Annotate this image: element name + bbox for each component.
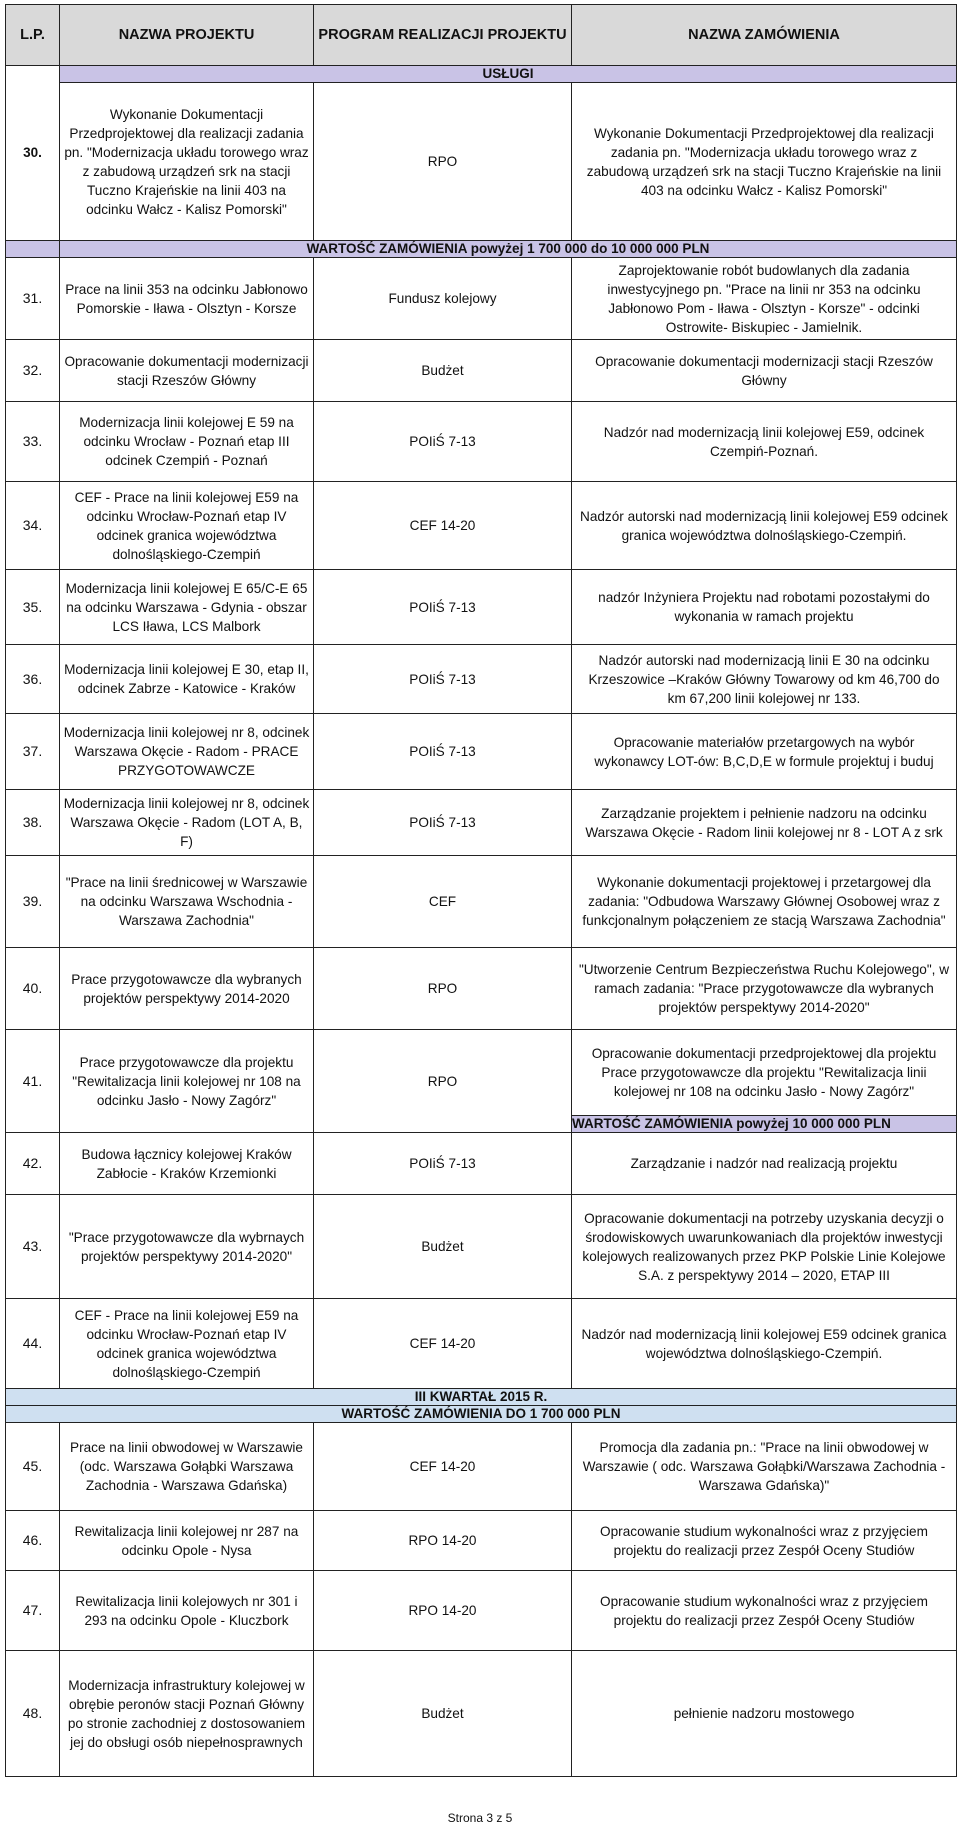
row-program: CEF: [314, 856, 572, 948]
row-lp: 43.: [6, 1195, 60, 1299]
row-program: Budżet: [314, 340, 572, 402]
row-program: POIiŚ 7-13: [314, 402, 572, 482]
table-row: [6, 258, 957, 340]
orders-table: [5, 4, 957, 1777]
row-order: Opracowanie studium wykonalności wraz z przyjęciem projektu do realizacji przez Zespół Oceny Studiów: [572, 1571, 957, 1651]
row-program: POIiŚ 7-13: [314, 790, 572, 856]
row-program: CEF 14-20: [314, 482, 572, 570]
row-program: POIiŚ 7-13: [314, 645, 572, 714]
row-order: Opracowanie dokumentacji przedprojektowej dla projektu Prace przygotowawcze dla projektu "Rewitalizacja linii kolejowej nr 108 na odcinku Jasło - Nowy Zagórz": [572, 1030, 957, 1116]
table-row: [6, 570, 957, 645]
row-project: Wykonanie Dokumentacji Przedprojektowej dla realizacji zadania pn. "Modernizacja układu torowego wraz z zabudową urządzeń srk na stacji Tuczno Krajeńskie na linii 403 na odcinku Wałcz - Kalisz Pomorski": [60, 83, 314, 241]
row-project: Prace na linii obwodowej w Warszawie (odc. Warszawa Gołąbki Warszawa Zachodnia - Warszawa Gdańska): [60, 1423, 314, 1511]
row-order: Zaprojektowanie robót budowlanych dla zadania inwestycyjnego pn. "Prace na linii nr 353 na odcinku Jabłonowo Pom - Iława - Olsztyn - Korsze" - odcinki Ostrowite- Biskupiec - Jamielnik.: [572, 258, 957, 340]
row-lp: 39.: [6, 856, 60, 948]
page-footer: Strona 3 z 5: [447, 1811, 513, 1825]
row-order: Wykonanie Dokumentacji Przedprojektowej dla realizacji zadania pn. "Modernizacja układu torowego wraz z zabudową urządzeń srk na stacji Tuczno Krajeńskie na linii 403 na odcinku Wałcz - Kalisz Pomorski": [572, 83, 957, 241]
row-lp: 41.: [6, 1030, 60, 1133]
row-project: "Prace przygotowawcze dla wybrnaych projektów perspektywy 2014-2020": [60, 1195, 314, 1299]
row-project: Budowa łącznicy kolejowej Kraków Zabłocie - Kraków Krzemionki: [60, 1133, 314, 1195]
row-project: Modernizacja linii kolejowej E 59 na odcinku Wrocław - Poznań etap III odcinek Czempiń - Poznań: [60, 402, 314, 482]
table-row: [6, 714, 957, 790]
section-banner-value-mid: [6, 241, 957, 258]
row-order: Nadzór nad modernizacją linii kolejowej E59, odcinek Czempiń-Poznań.: [572, 402, 957, 482]
table-row: [6, 645, 957, 714]
row-program: RPO 14-20: [314, 1571, 572, 1651]
row-project: Prace przygotowawcze dla wybranych projektów perspektywy 2014-2020: [60, 948, 314, 1030]
row-project: "Prace na linii średnicowej w Warszawie na odcinku Warszawa Wschodnia - Warszawa Zachodnia": [60, 856, 314, 948]
header-lp: L.P.: [6, 5, 60, 66]
table-row: [6, 1133, 957, 1195]
row-lp: 32.: [6, 340, 60, 402]
row-order: Promocja dla zadania pn.: "Prace na linii obwodowej w Warszawie ( odc. Warszawa Gołąbki/Warszawa Zachodnia - Warszawa Gdańska)": [572, 1423, 957, 1511]
row-project: Modernizacja linii kolejowej E 65/C-E 65 na odcinku Warszawa - Gdynia - obszar LCS Iława, LCS Malbork: [60, 570, 314, 645]
table-row: [6, 340, 957, 402]
section-value-low: WARTOŚĆ ZAMÓWIENIA DO 1 700 000 PLN: [6, 1406, 957, 1423]
row-order: Wykonanie dokumentacji projektowej i przetargowej dla zadania: "Odbudowa Warszawy Głównej Osobowej wraz z funkcjonalnym połączeniem ze stacją Warszawa Zachodnia": [572, 856, 957, 948]
header-order-name: NAZWA ZAMÓWIENIA: [572, 5, 957, 66]
row-project: Modernizacja infrastruktury kolejowej w obrębie peronów stacji Poznań Główny po stronie zachodniej z dostosowaniem jej do obsługi osób niepełnosprawnych: [60, 1651, 314, 1777]
row-lp: 30.: [6, 66, 60, 241]
row-order: Nadzór autorski nad modernizacją linii E 30 na odcinku Krzeszowice –Kraków Główny Towarowy od km 46,700 do km 67,200 linii kolejowej nr 133.: [572, 645, 957, 714]
row-order: "Utworzenie Centrum Bezpieczeństwa Ruchu Kolejowego", w ramach zadania: "Prace przygotowawcze dla wybranych projektów perspektywy 2014-2020": [572, 948, 957, 1030]
table-row: [6, 1299, 957, 1389]
row-project: Opracowanie dokumentacji modernizacji stacji Rzeszów Główny: [60, 340, 314, 402]
section-banner-value-low: [6, 1406, 957, 1423]
row-lp: 36.: [6, 645, 60, 714]
table-row: [6, 1423, 957, 1511]
row-order: Opracowanie materiałów przetargowych na wybór wykonawcy LOT-ów: B,C,D,E w formule projektuj i buduj: [572, 714, 957, 790]
row-order: Opracowanie dokumentacji na potrzeby uzyskania decyzji o środowiskowych uwarunkowaniach dla projektów inwestycji kolejowych realizowanych przez PKP Polskie Linie Kolejowe S.A. z perspektywy 2014 – 2020, ETAP III: [572, 1195, 957, 1299]
row-project: Modernizacja linii kolejowej E 30, etap II, odcinek Zabrze - Katowice - Kraków: [60, 645, 314, 714]
row-program: POIiŚ 7-13: [314, 714, 572, 790]
table-row: [6, 790, 957, 856]
row-lp: 45.: [6, 1423, 60, 1511]
row-order: Opracowanie studium wykonalności wraz z przyjęciem projektu do realizacji przez Zespół Oceny Studiów: [572, 1511, 957, 1571]
row-order: Nadzór nad modernizacją linii kolejowej E59 odcinek granica województwa dolnośląskiego-Czempiń.: [572, 1299, 957, 1389]
row-lp: 47.: [6, 1571, 60, 1651]
row-program: Fundusz kolejowy: [314, 258, 572, 340]
row-lp: 33.: [6, 402, 60, 482]
row-order: nadzór Inżyniera Projektu nad robotami pozostałymi do wykonania w ramach projektu: [572, 570, 957, 645]
row-lp: 34.: [6, 482, 60, 570]
row-program: RPO: [314, 83, 572, 241]
row-program: RPO: [314, 948, 572, 1030]
row-project: Modernizacja linii kolejowej nr 8, odcinek Warszawa Okęcie - Radom - PRACE PRZYGOTOWAWCZE: [60, 714, 314, 790]
table-row: [6, 1195, 957, 1299]
row-program: RPO: [314, 1030, 572, 1133]
table-row: [6, 1030, 957, 1116]
row-order: Zarządzanie projektem i pełnienie nadzoru na odcinku Warszawa Okęcie - Radom linii kolejowej nr 8 - LOT A z srk: [572, 790, 957, 856]
banner-spacer: [6, 241, 60, 258]
row-program: POIiŚ 7-13: [314, 1133, 572, 1195]
table-row: [6, 1651, 957, 1777]
section-banner-quarter: [6, 1389, 957, 1406]
header-project-name: NAZWA PROJEKTU: [60, 5, 314, 66]
row-order: Zarządzanie i nadzór nad realizacją projektu: [572, 1133, 957, 1195]
table-row: [6, 482, 957, 570]
row-project: CEF - Prace na linii kolejowej E59 na odcinku Wrocław-Poznań etap IV odcinek granica województwa dolnośląskiego-Czempiń: [60, 1299, 314, 1389]
row-lp: 38.: [6, 790, 60, 856]
row-project: Rewitalizacja linii kolejowej nr 287 na odcinku Opole - Nysa: [60, 1511, 314, 1571]
row-project: Prace na linii 353 na odcinku Jabłonowo Pomorskie - Iława - Olsztyn - Korsze: [60, 258, 314, 340]
row-project: Prace przygotowawcze dla projektu "Rewitalizacja linii kolejowej nr 108 na odcinku Jasło - Nowy Zagórz": [60, 1030, 314, 1133]
row-lp: 44.: [6, 1299, 60, 1389]
row-program: RPO 14-20: [314, 1511, 572, 1571]
table-row: [6, 856, 957, 948]
row-program: Budżet: [314, 1651, 572, 1777]
row-program: POIiŚ 7-13: [314, 570, 572, 645]
row-program: Budżet: [314, 1195, 572, 1299]
row-program: CEF 14-20: [314, 1423, 572, 1511]
section-banner-uslugi: [6, 66, 957, 83]
table-row: [6, 83, 957, 241]
row-lp: 35.: [6, 570, 60, 645]
row-lp: 37.: [6, 714, 60, 790]
section-value-mid: WARTOŚĆ ZAMÓWIENIA powyżej 1 700 000 do 10 000 000 PLN: [60, 241, 957, 258]
table-row: [6, 402, 957, 482]
row-lp: 48.: [6, 1651, 60, 1777]
row-order: Opracowanie dokumentacji modernizacji stacji Rzeszów Główny: [572, 340, 957, 402]
section-quarter: III KWARTAŁ 2015 R.: [6, 1389, 957, 1406]
row-project: Rewitalizacja linii kolejowych nr 301 i 293 na odcinku Opole - Kluczbork: [60, 1571, 314, 1651]
section-value-high: WARTOŚĆ ZAMÓWIENIA powyżej 10 000 000 PLN: [572, 1116, 957, 1133]
row-lp: 31.: [6, 258, 60, 340]
section-uslugi: USŁUGI: [60, 66, 957, 83]
table-row: [6, 948, 957, 1030]
header-row: [6, 5, 957, 66]
row-lp: 42.: [6, 1133, 60, 1195]
row-project: CEF - Prace na linii kolejowej E59 na odcinku Wrocław-Poznań etap IV odcinek granica województwa dolnośląskiego-Czempiń: [60, 482, 314, 570]
table-row: [6, 1511, 957, 1571]
table-row: [6, 1571, 957, 1651]
row-program: CEF 14-20: [314, 1299, 572, 1389]
row-order: Nadzór autorski nad modernizacją linii kolejowej E59 odcinek granica województwa dolnośląskiego-Czempiń.: [572, 482, 957, 570]
row-project: Modernizacja linii kolejowej nr 8, odcinek Warszawa Okęcie - Radom (LOT A, B, F): [60, 790, 314, 856]
row-lp: 40.: [6, 948, 60, 1030]
row-order: pełnienie nadzoru mostowego: [572, 1651, 957, 1777]
row-lp: 46.: [6, 1511, 60, 1571]
header-program: PROGRAM REALIZACJI PROJEKTU: [314, 5, 572, 66]
